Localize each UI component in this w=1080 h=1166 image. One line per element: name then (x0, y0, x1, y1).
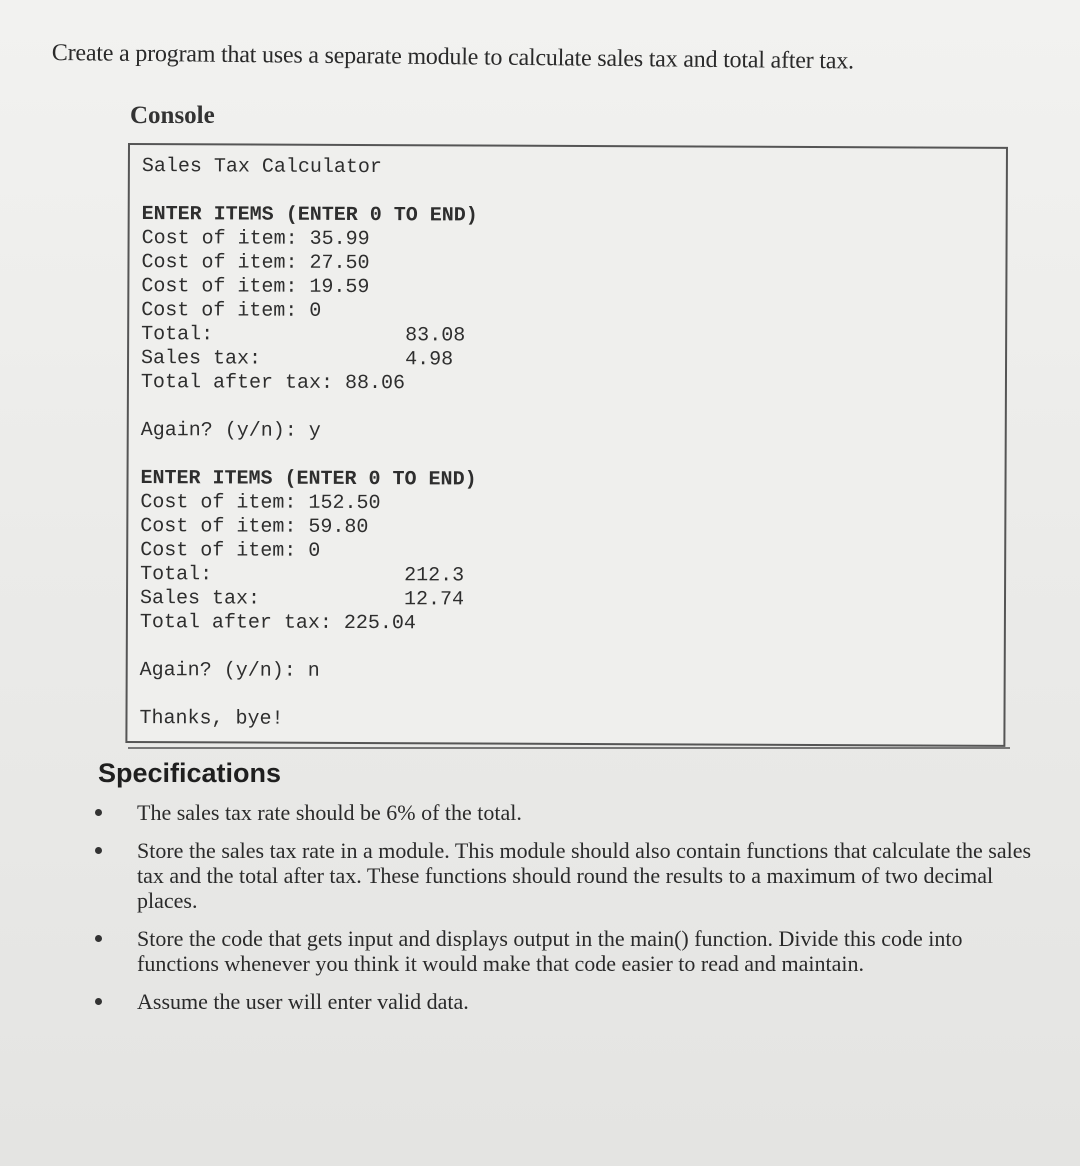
run1-again: Again? (y/n): y (140, 419, 321, 443)
spec-item-text: Store the code that gets input and displays output in the main() function. Divide this code into functions whenever you think it would make that code easier to read and maintain. (137, 926, 963, 976)
console-output-box (125, 143, 1008, 747)
run1-item-3: Cost of item: 19.59 (141, 275, 370, 300)
intro-text: Create a program that uses a separate module to calculate sales tax and total after tax. (51, 40, 855, 75)
bullet-icon (95, 935, 102, 942)
run1-item-2: Cost of item: 27.50 (141, 251, 370, 276)
run2-item-3: Cost of item: 0 (140, 539, 321, 563)
spec-item-text: Assume the user will enter valid data. (137, 989, 469, 1014)
run2-sales-tax: Sales tax: 12.74 (139, 587, 465, 612)
bullet-icon (95, 998, 102, 1005)
divider (128, 747, 1010, 749)
run1-sales-tax: Sales tax: 4.98 (141, 347, 454, 372)
spec-item-text: Store the sales tax rate in a module. This module should also contain functions that calculate the sales tax and the total after tax. These functions should round the results to a maximum of two decimal places. (137, 838, 1032, 913)
specifications-title: Specifications (98, 758, 282, 788)
run2-prompt: ENTER ITEMS (ENTER 0 TO END) (140, 467, 477, 492)
spec-item (90, 989, 1040, 1014)
console-title-line: Sales Tax Calculator (141, 155, 382, 180)
run2-total: Total: 212.3 (140, 563, 465, 588)
bullet-icon (95, 809, 102, 816)
run2-total-after-tax: Total after tax: 225.04 (139, 611, 417, 636)
run1-item-1: Cost of item: 35.99 (141, 227, 370, 252)
run2-item-2: Cost of item: 59.80 (140, 515, 369, 540)
console-bye: Thanks, bye! (139, 707, 284, 731)
spec-item (90, 926, 1040, 976)
run2-item-1: Cost of item: 152.50 (140, 491, 381, 516)
run1-total-after-tax: Total after tax: 88.06 (140, 371, 406, 396)
run2-again: Again? (y/n): n (139, 659, 320, 683)
run1-prompt: ENTER ITEMS (ENTER 0 TO END) (141, 203, 478, 228)
console-lines (139, 155, 478, 732)
run1-item-4: Cost of item: 0 (141, 299, 322, 323)
run1-total: Total: 83.08 (141, 323, 466, 348)
console-heading: Console (130, 102, 215, 129)
specifications-list (90, 800, 1040, 1027)
bullet-icon (95, 847, 102, 854)
spec-item (90, 800, 1040, 825)
spec-item-text: The sales tax rate should be 6% of the total. (137, 800, 522, 825)
spec-item (90, 838, 1040, 913)
